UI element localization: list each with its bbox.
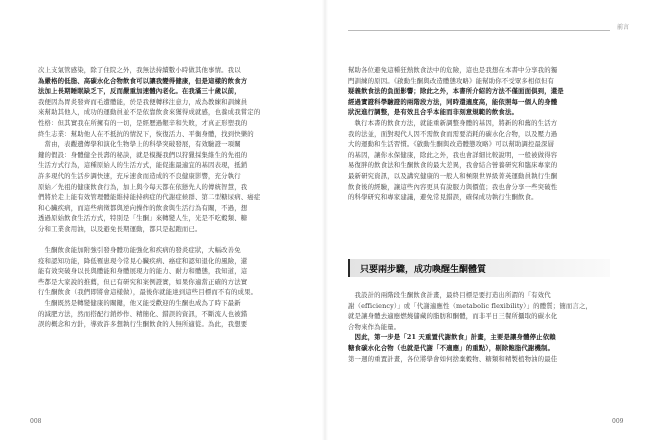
text-line: 因此，第一步是「21 天重置代謝飲食」計畫，主要是讓身體停止依賴 [348, 333, 556, 342]
text-line: 合物來作為能量。 [348, 322, 401, 331]
text-line [38, 235, 290, 246]
text-line: 分和工業食用油，以及避免長期運動，都只是起跑而已。 [38, 224, 202, 233]
text-line: 誤的概念和方針，導致許多想執行生酮飲食的人無所適從。為此，我想要 [38, 320, 248, 329]
text-line: 的基因，讓你永保健康，除此之外，我也會詳細比較說明，一般被做得容 [348, 150, 558, 159]
text-line: 為嚴格的低脂、高碳水化合物飲食可以讓我變得健康，但是這樣的飲食方 [38, 76, 248, 85]
text-line: 生酮既然是轉變健康的關鍵，他又能受歡迎的生酮也成為了時下最新 [38, 299, 241, 308]
text-line: 們將於走上能有效管理體能維持能持病症的代謝症候群、第二型糖尿病、癌症 [38, 193, 261, 202]
running-header-label: 前言 [617, 24, 630, 31]
text-line: 生活方式行為，這種原始人的生活方式，能促進最適宜的基因表現，抵銷 [38, 161, 248, 170]
text-line: 的科學研究和專家建議，避免常見錯誤，確保成功執行生酮飲食。 [348, 193, 538, 202]
text-line: 飲食後的經驗，讓這些內容更具有說服力與價值；我也會分享一些突破性 [348, 182, 558, 191]
text-line: 行生酮飲食（我們即將會這樣做），最後你就能達到這些目標而不有的成果。 [38, 288, 258, 297]
text-line: 易復胖的飲食法和生酮飲食的最大差異，我會結合營養研究和臨床專家的 [348, 161, 558, 170]
text-line: 狀況進行調整，是有效且合乎本能而非刻意規範的飲食法。 [348, 108, 519, 117]
text-line: 生酮飲食能加附強引發身體功能強化和疾病的發炎症狀，大幅改善免 [38, 246, 241, 255]
left-page-number: 008 [30, 418, 42, 425]
text-line: 來幫助其他人，成功的運動員並不是依靠飲食來獲得成就感，也養成我嘗定的 [38, 108, 261, 117]
text-line: 最新研究資訊，以及講究健康的一般人和極限世界級菁英運動員執行生酮 [348, 171, 558, 180]
text-line: 我的法並，面對現代人因不需飲食而需要消耗的碳水化合物，以及壓力過 [348, 129, 558, 138]
text-line: 幫助各位避免這種狂熱飲食法中的危險，這也是我想在本書中分享我的獨 [348, 66, 558, 74]
right-page-number: 009 [612, 418, 624, 425]
text-line: 和心臟疾病，而這些病徵都與逆向操作的飲食與生活行為有關，不過，想 [38, 203, 248, 212]
text-line: 許多現代的生活步調快速，充斥速食而造成的不良健康影響，充分執行 [38, 171, 241, 180]
right-page-body-top [348, 65, 610, 203]
text-line: 我便因為胃炎發齊而毛遭體能，於是我便轉移注意力，成為教練和訓練員 [38, 97, 248, 106]
running-header-rule [348, 30, 610, 31]
left-page-body [38, 65, 290, 330]
right-page-body-bottom [348, 290, 610, 364]
text-line: 大的運動和生活習慣。《啟動生酮與改造體態攻略》可以幫助調控最深層 [348, 140, 555, 149]
text-line: 謝（efficiency）」或「代謝適應性（metabolic flexibility）」的體質；簡而言之， [348, 301, 593, 310]
text-line: 終生志業：幫助他人在不抵抗的情況下，恢復活力、平衡身體，找到快樂的 [38, 129, 254, 138]
text-line: 第一週的重置計畫，各位將學會如何捨棄穀物、糖類和精製植物油的最佳 [348, 354, 558, 363]
text-line: 鍵的假設：身體健全長壽的秘訣，就是模擬我們以狩獵採集維生的先祖的 [38, 150, 248, 159]
text-line: 疫和認知功能，降低罹患現今常見心臟疾病、癌症和認知退化的風險，還 [38, 256, 248, 265]
text-line: 次上支氣管感染，除了住院之外，我無法持續數小時做其他事情。我以 [38, 66, 241, 74]
text-line: 糖食碳水化合物（也就是代謝「不適應」的重點），剔除飽脂代謝機制。 [348, 343, 555, 352]
text-line: 能有效突破身以長與體能和身體展現力的能力、耐力和體態，我知道，這 [38, 267, 248, 276]
text-line: 執行本書的飲食方法，就能重新調整身體的基因，將新的和舊的生活方 [348, 118, 558, 127]
text-line: 經過實證科學驗證的兩階段方法，同時還適度高，能依照每一個人的身體 [348, 97, 558, 106]
text-line: 我設計的兩階段生酮飲食計畫，最終目標是要打造出所謂的「有效代 [348, 291, 551, 299]
text-line: 些都是大家說的推薦，但已有研究和案例證實，如果你適當正確的方法實 [38, 277, 248, 286]
text-line: 透過原始飲食生活方式，特別是「生酮」來轉變人生，光是不吃穀類、糖 [38, 214, 248, 223]
text-line: 疑義飲食法的負面影響；除此之外，本書所介紹的方法不僅面面俱到，還是 [348, 87, 564, 96]
section-heading-text: 只要兩步驟，成功喚醒生酮體質 [360, 265, 487, 275]
text-line: 原始／先祖的健康飲食行為，加上與今每天都在依戀先人的傳統智慧，我 [38, 182, 248, 191]
text-line: 門訓練的原因。《啟動生酮與改造體態攻略》能幫助你不受眾多相似但有 [348, 76, 555, 85]
text-line: 當由，表觀遺傳學和演化生物學上的科學突破發展，有效驗證一項關 [38, 140, 241, 149]
section-heading [348, 259, 610, 277]
text-line: 的減肥方法，然而搭配行銷炒作、精簡化、錯誤的資訊，不斷流人也被錯 [38, 309, 248, 318]
text-line: 就是讓身體去適應燃燒儲藏的脂肪和酮體，而非平日三餐所攝取的碳水化 [348, 312, 558, 321]
text-line: 性格：但其實我在所擁有的一切，是經歷過艱辛和失敗，才真正形塑我的 [38, 118, 248, 127]
text-line: 法加上長期睡眠缺乏下，反而嚴重加速體內老化。在我滿三十歲以前， [38, 87, 241, 96]
